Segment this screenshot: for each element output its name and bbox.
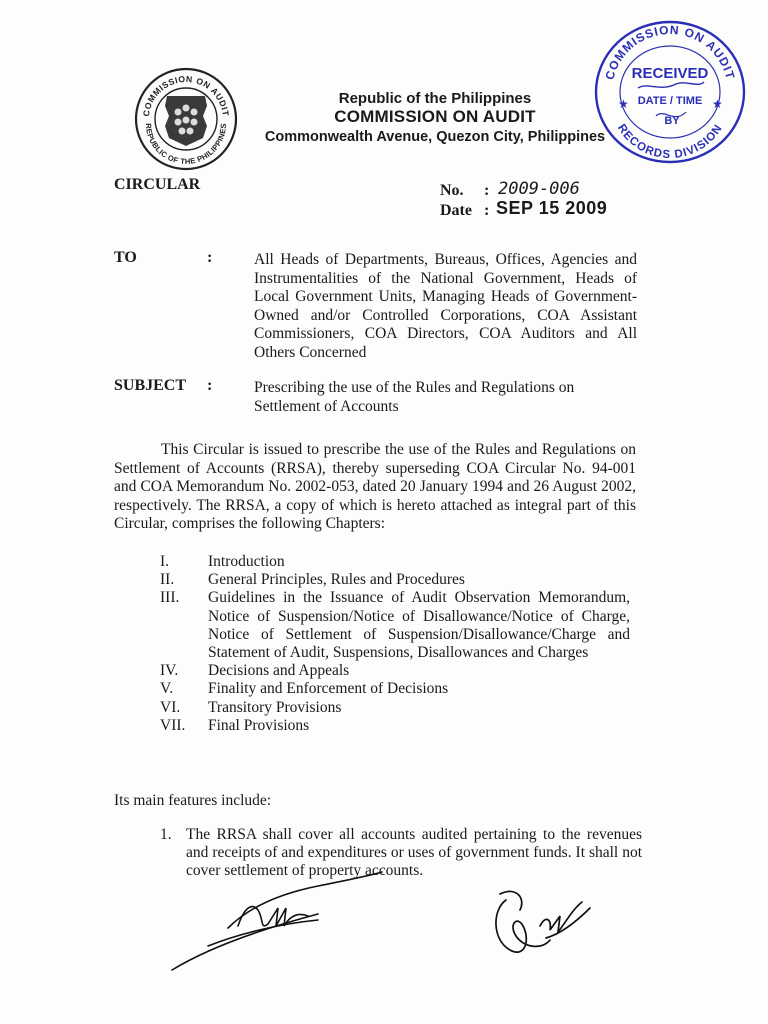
subject-label: SUBJECT [114, 377, 187, 394]
list-item [160, 553, 630, 571]
star-icon: ★ [618, 97, 629, 111]
stamp-ring-top: COMMISSION ON AUDIT [602, 22, 738, 82]
chapter-number: II. [160, 571, 175, 589]
seal-ring-bottom: REPUBLIC OF THE PHILIPPINES [143, 123, 229, 167]
to-recipients: All Heads of Departments, Bureaus, Offices, Agencies and Instrumentalities of the National Government, Heads of Local Government Units, Managing Heads of Government-Owned and/or Controlled Corporations, COA Assistant Commissioners, COA Directors, COA Auditors and All Others Concerned [254, 251, 637, 361]
svg-text:RECORDS DIVISION [615, 122, 725, 161]
to-label: TO [114, 249, 137, 266]
list-item [160, 699, 630, 717]
chapter-number: VI. [160, 698, 181, 716]
intro-paragraph-text: This Circular is issued to prescribe the use of the Rules and Regulations on Settlement of Accounts (RRSA), thereby superseding COA Circular No. 94-001 and COA Memorandum No. 2002-053, dated 20 January 1994 and 26 August 2002, respectively. The RRSA, a copy of which is hereto attached as integral part of this Circular, comprises the following Chapters: [114, 441, 636, 533]
header-agency-name: COMMISSION ON AUDIT [334, 107, 536, 126]
chapter-title: Decisions and Appeals [208, 662, 350, 680]
chapter-title: Final Provisions [208, 716, 310, 734]
feature-number: 1. [160, 826, 172, 843]
stamp-by: BY [664, 115, 680, 127]
features-intro: Its main features include: [114, 792, 272, 809]
chapter-number: IV. [160, 662, 179, 680]
to-colon: : [207, 249, 213, 266]
chapter-title: Finality and Enforcement of Decisions [208, 680, 449, 698]
circular-date-label: Date [440, 202, 472, 219]
list-item [160, 571, 630, 589]
stamp-ring-bottom: RECORDS DIVISION [614, 122, 726, 162]
seal-ring-top: COMMISSION ON AUDIT [141, 73, 231, 118]
chapter-number: VII. [160, 716, 186, 734]
signature-left [168, 868, 388, 978]
circular-date-colon: : [484, 202, 490, 219]
circular-no-colon: : [484, 182, 490, 199]
circular-label: CIRCULAR [114, 176, 201, 193]
list-item [160, 662, 630, 680]
list-item [160, 589, 630, 662]
star-icon: ★ [712, 97, 723, 111]
stamp-received: RECEIVED [631, 65, 709, 82]
subject-colon: : [207, 377, 213, 394]
chapter-title: Guidelines in the Issuance of Audit Observation Memorandum, Notice of Suspension/Notice of Disallowance/Notice of Charge, Notice of Settlement of Suspension/Disallowance/Charge and Statement of Audit, Suspensions, Disallowances and Charges [208, 589, 630, 662]
chapters-list [160, 553, 630, 735]
chapter-number: III. [160, 589, 180, 607]
chapter-number: I. [160, 553, 170, 570]
circular-no-value: 2009-006 [498, 179, 580, 199]
subject-text: Prescribing the use of the Rules and Regulations on Settlement of Accounts [254, 379, 575, 415]
circular-date-value: SEP 15 2009 [496, 198, 608, 218]
header-address: Commonwealth Avenue, Quezon City, Philippines [264, 129, 606, 145]
list-item [160, 717, 630, 735]
header-republic: Republic of the Philippines [338, 90, 532, 107]
stamp-date-time: DATE / TIME [637, 95, 703, 107]
chapter-number: V. [160, 680, 174, 698]
circular-no-label: No. [440, 182, 464, 199]
feature-text: The RRSA shall cover all accounts audited pertaining to the revenues and receipts of and expenditures or uses of government funds. It shall not cover settlement of property accounts. [186, 826, 642, 880]
received-stamp [590, 12, 750, 164]
chapter-title: General Principles, Rules and Procedures [208, 571, 465, 589]
intro-paragraph [114, 441, 636, 534]
chapter-title: Transitory Provisions [208, 698, 342, 716]
chapter-title: Introduction [208, 553, 285, 570]
list-item [160, 680, 630, 698]
signature-right [486, 880, 596, 970]
coa-seal [133, 66, 239, 172]
